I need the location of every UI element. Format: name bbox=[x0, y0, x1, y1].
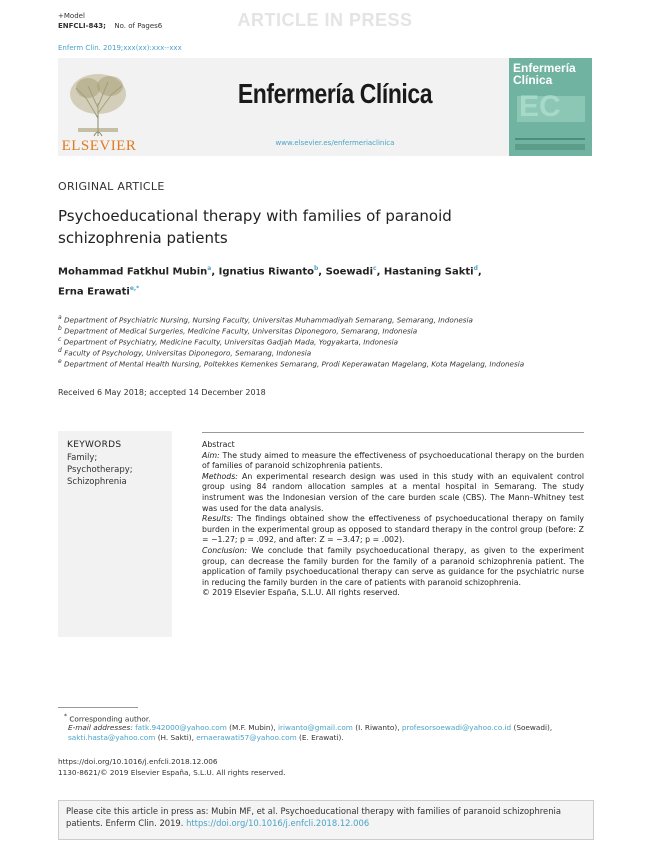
article-code-id: ENFCLI-843; bbox=[58, 22, 106, 30]
cover-title: Enfermería Clínica bbox=[513, 61, 576, 87]
affiliation-text: Department of Medical Surgeries, Medicine Faculty, Universitas Diponegoro, Semarang, Indonesia bbox=[64, 326, 418, 336]
author-separator: , bbox=[211, 266, 219, 278]
abstract-copyright: © 2019 Elsevier España, S.L.U. All rights reserved. bbox=[202, 588, 400, 598]
author-affiliation-mark[interactable]: b bbox=[314, 265, 319, 272]
page-count: No. of Pages6 bbox=[114, 22, 163, 30]
footnote-divider bbox=[58, 707, 138, 708]
abstract-methods-label: Methods: bbox=[202, 471, 238, 481]
elsevier-logo[interactable] bbox=[58, 58, 138, 156]
author-name[interactable]: Hastaning Sakti bbox=[383, 266, 474, 278]
author-affiliation-mark[interactable]: d bbox=[473, 265, 478, 272]
author-separator: , bbox=[376, 266, 384, 278]
abstract-heading: Abstract bbox=[202, 440, 235, 449]
corresponding-author-text: Corresponding author. bbox=[69, 714, 151, 724]
abstract-divider bbox=[202, 432, 584, 433]
email-label: E-mail addresses: bbox=[68, 723, 133, 732]
keyword-item: Schizophrenia bbox=[67, 477, 127, 487]
affiliation-text: Department of Psychiatric Nursing, Nursing Faculty, Universitas Muhammadiyah Semarang, Semarang, Indonesia bbox=[63, 315, 473, 325]
affiliation-mark: d bbox=[58, 347, 62, 354]
email-owner: (I. Riwanto), bbox=[355, 723, 400, 732]
affiliation-mark: e bbox=[58, 358, 62, 365]
affiliation-mark: b bbox=[58, 325, 62, 332]
received-dates: Received 6 May 2018; accepted 14 December 2018 bbox=[58, 388, 266, 397]
email-owner: (E. Erawati). bbox=[299, 733, 344, 742]
abstract-results bbox=[202, 514, 584, 546]
author-separator: , bbox=[318, 266, 326, 278]
keyword-item: Psychotherapy; bbox=[67, 465, 133, 475]
affiliation bbox=[58, 347, 618, 357]
author-name[interactable]: Soewadi bbox=[325, 266, 374, 278]
cover-footer-bar bbox=[515, 144, 585, 150]
email-owner: (H. Sakti), bbox=[157, 733, 194, 742]
abstract-results-label: Results: bbox=[202, 514, 234, 524]
abstract-aim bbox=[202, 451, 584, 472]
email-owner: (Soewadi), bbox=[513, 723, 553, 732]
author-list bbox=[58, 260, 578, 301]
affiliation bbox=[58, 358, 618, 368]
article-in-press-banner: ARTICLE IN PRESS bbox=[237, 10, 413, 30]
elsevier-wordmark: ELSEVIER bbox=[61, 138, 137, 154]
cover-rule bbox=[515, 138, 585, 140]
author-affiliation-mark[interactable]: c bbox=[373, 265, 377, 272]
affiliation-text: Faculty of Psychology, Universitas Diponegoro, Semarang, Indonesia bbox=[64, 348, 312, 358]
abstract-conclusion-text: We conclude that family psychoeducational therapy, as given to the experiment group, can decrease the family burden for the family of a paranoid schizophrenia patient. The application of family psychoeducational therapy can serve as guidance for the psychiatric nurse in reducing the family burden in the care of patients with paranoid schizophrenia. bbox=[202, 545, 584, 587]
keyword-item: Family; bbox=[67, 453, 98, 463]
journal-homepage-link[interactable]: www.elsevier.es/enfermeriaclinica bbox=[275, 139, 395, 147]
abstract-methods bbox=[202, 472, 584, 514]
abstract-methods-text: An experimental research design was used in this study with an equivalent control group using 84 random allocation samples at a mental hospital in Semarang. The study instrument was the Indonesian version of the care burden scale (CBS). The Mann–Whitney test was used for the data analysis. bbox=[202, 471, 585, 513]
asterisk-icon: * bbox=[64, 713, 67, 720]
cover-letters: EC bbox=[519, 90, 561, 123]
email-link[interactable]: ernaerawati57@yahoo.com bbox=[196, 733, 297, 742]
article-section-label: ORIGINAL ARTICLE bbox=[58, 180, 165, 193]
email-link[interactable]: fatk.942000@yahoo.com bbox=[135, 723, 227, 732]
email-link[interactable]: profesorsoewadi@yahoo.co.id bbox=[401, 723, 512, 732]
affiliation-mark: a bbox=[58, 314, 62, 321]
model-tag: +Model bbox=[58, 12, 85, 20]
author-affiliation-mark[interactable]: e,* bbox=[129, 285, 140, 293]
article-code bbox=[58, 22, 162, 30]
affiliation-text: Department of Psychiatry, Medicine Faculty, Universitas Gadjah Mada, Yogyakarta, Indonesia bbox=[63, 337, 399, 347]
abstract-aim-label: Aim: bbox=[202, 450, 220, 460]
email-owner: (M.F. Mubin), bbox=[229, 723, 276, 732]
abstract-conclusion-label: Conclusion: bbox=[202, 545, 248, 555]
email-addresses bbox=[58, 723, 608, 743]
email-link[interactable]: sakti.hasta@yahoo.com bbox=[68, 733, 156, 742]
abstract-aim-text: The study aimed to measure the effectiveness of psychoeducational therapy on the burden of families of paranoid schizophrenia patients. bbox=[202, 450, 585, 471]
author-affiliation-mark[interactable]: a bbox=[207, 265, 212, 272]
journal-cover-thumbnail[interactable] bbox=[509, 58, 592, 156]
abstract bbox=[202, 440, 584, 599]
author-name[interactable]: Mohammad Fatkhul Mubin bbox=[58, 266, 208, 278]
journal-title: Enfermería Clínica bbox=[237, 78, 433, 109]
abstract-results-text: The findings obtained show the effectiveness of psychoeducational therapy on family burden in the experimental group as opposed to standard therapy in the control group (before: Z = −1.27; p = .092, and after: Z = −3.47; p = .002). bbox=[202, 514, 585, 545]
affiliation bbox=[58, 314, 618, 324]
issn-copyright: 1130-8621/© 2019 Elsevier España, S.L.U. All rights reserved. bbox=[58, 768, 286, 777]
author-name[interactable]: Ignatius Riwanto bbox=[218, 266, 314, 278]
citation-text-block bbox=[66, 805, 586, 829]
journal-reference-link[interactable]: Enferm Clin. 2019;xxx(xx):xxx--xxx bbox=[58, 44, 182, 52]
email-link[interactable]: iriwanto@gmail.com bbox=[277, 723, 353, 732]
affiliation bbox=[58, 336, 618, 346]
doi-link[interactable]: https://doi.org/10.1016/j.enfcli.2018.12.006 bbox=[58, 757, 218, 766]
author-separator: , bbox=[477, 266, 482, 278]
citation-text: Please cite this article in press as: Mubin MF, et al. Psychoeducational therapy with families of paranoid schizophrenia patients. Enferm Clin. 2019. bbox=[66, 806, 561, 828]
author-name[interactable]: Erna Erawati bbox=[58, 286, 130, 298]
affiliation-mark: c bbox=[58, 336, 62, 343]
citation-doi-link[interactable]: https://doi.org/10.1016/j.enfcli.2018.12.006 bbox=[186, 818, 370, 828]
affiliation bbox=[58, 325, 618, 335]
affiliation-text: Department of Mental Health Nursing, Poltekkes Kemenkes Semarang, Prodi Keperawatan Magelang, Kota Magelang, Indonesia bbox=[64, 359, 525, 369]
keywords-heading: KEYWORDS bbox=[67, 440, 122, 450]
abstract-conclusion bbox=[202, 546, 584, 588]
article-title: Psychoeducational therapy with families of paranoid schizophrenia patients bbox=[58, 207, 452, 247]
